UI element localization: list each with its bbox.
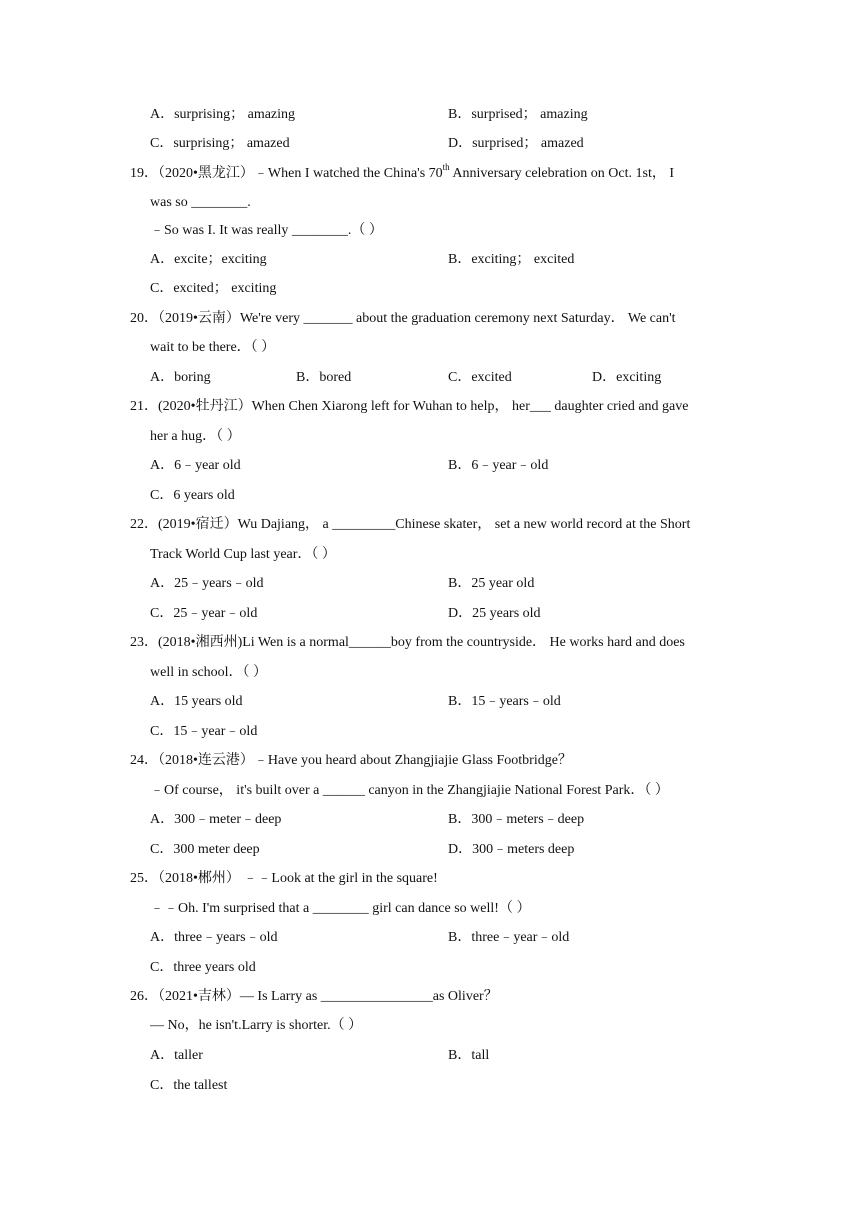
- option-b: B．bored: [296, 370, 352, 385]
- option-a: A．25﹣years﹣old: [150, 576, 264, 591]
- question-19-stem-line-3: ﹣So was I. It was really ________.（ ）: [150, 223, 383, 238]
- question-26-stem-line-1: 26．（2021•吉林）— Is Larry as ________________as Oliver？: [130, 989, 498, 1004]
- option-c: C．surprising； amazed: [150, 136, 290, 151]
- option-a: A．excite；exciting: [150, 252, 267, 267]
- option-a: A．15 years old: [150, 694, 243, 709]
- option-d: D．25 years old: [448, 606, 541, 621]
- option-d: D．surprised； amazed: [448, 136, 584, 151]
- question-25-stem-line-1: 25．（2018•郴州） ﹣﹣Look at the girl in the square!: [130, 871, 438, 886]
- option-c: C．excited: [448, 370, 512, 385]
- option-a: A．boring: [150, 370, 211, 385]
- question-20-stem-line-1: 20．（2019•云南）We're very _______ about the graduation ceremony next Saturday． We can't: [130, 311, 676, 326]
- option-c: C．the tallest: [150, 1078, 228, 1093]
- option-c: C．300 meter deep: [150, 842, 260, 857]
- question-19-stem-line-2: was so ________.: [150, 195, 251, 210]
- option-b: B．three﹣year﹣old: [448, 930, 570, 945]
- option-a: A．6﹣year old: [150, 458, 241, 473]
- option-d: D．300﹣meters deep: [448, 842, 575, 857]
- option-a: A．surprising； amazing: [150, 107, 296, 122]
- option-b: B．15﹣years﹣old: [448, 694, 561, 709]
- question-21-stem-line-2: her a hug．（ ）: [150, 429, 241, 444]
- question-23-stem-line-1: 23．(2018•湘西州)Li Wen is a normal______boy from the countryside． He works hard and does: [130, 635, 685, 650]
- question-19-stem-text: 19．（2020•黑龙江）﹣When I watched the China's 70: [130, 166, 443, 181]
- option-a: A．three﹣years﹣old: [150, 930, 278, 945]
- option-d: D．exciting: [592, 370, 662, 385]
- question-24-stem-line-1: 24．（2018•连云港）﹣Have you heard about Zhangjiajie Glass Footbridge？: [130, 753, 572, 768]
- option-b: B．300﹣meters﹣deep: [448, 812, 585, 827]
- question-26-stem-line-2: — No，he isn't.Larry is shorter.（ ）: [150, 1018, 363, 1033]
- question-19-stem-text-2: Anniversary celebration on Oct. 1st， I: [449, 166, 674, 181]
- option-b: B．tall: [448, 1048, 490, 1063]
- option-a: A．taller: [150, 1048, 203, 1063]
- option-c: C．6 years old: [150, 488, 235, 503]
- option-b: B．surprised； amazing: [448, 107, 588, 122]
- option-c: C．25﹣year﹣old: [150, 606, 258, 621]
- option-b: B．exciting； excited: [448, 252, 575, 267]
- superscript-th: th: [442, 162, 450, 173]
- question-21-stem-line-1: 21．(2020•牡丹江）When Chen Xiarong left for Wuhan to help， her___ daughter cried and gave: [130, 399, 689, 414]
- option-c: C．15﹣year﹣old: [150, 724, 258, 739]
- question-25-stem-line-2: ﹣﹣Oh. I'm surprised that a ________ girl can dance so well!（ ）: [150, 901, 531, 916]
- option-c: C．excited； exciting: [150, 281, 277, 296]
- option-c: C．three years old: [150, 960, 256, 975]
- question-20-stem-line-2: wait to be there．（ ）: [150, 340, 276, 355]
- option-a: A．300﹣meter﹣deep: [150, 812, 282, 827]
- option-b: B．25 year old: [448, 576, 535, 591]
- question-22-stem-line-1: 22．(2019•宿迁）Wu Dajiang， a _________Chinese skater， set a new world record at the Short: [130, 517, 691, 532]
- question-24-stem-line-2: ﹣Of course， it's built over a ______ canyon in the Zhangjiajie National Forest Park．（ ）: [150, 783, 669, 798]
- option-b: B．6﹣year﹣old: [448, 458, 549, 473]
- question-22-stem-line-2: Track World Cup last year．（ ）: [150, 547, 336, 562]
- question-19-stem-line-1: [130, 162, 674, 183]
- question-23-stem-line-2: well in school．（ ）: [150, 665, 268, 680]
